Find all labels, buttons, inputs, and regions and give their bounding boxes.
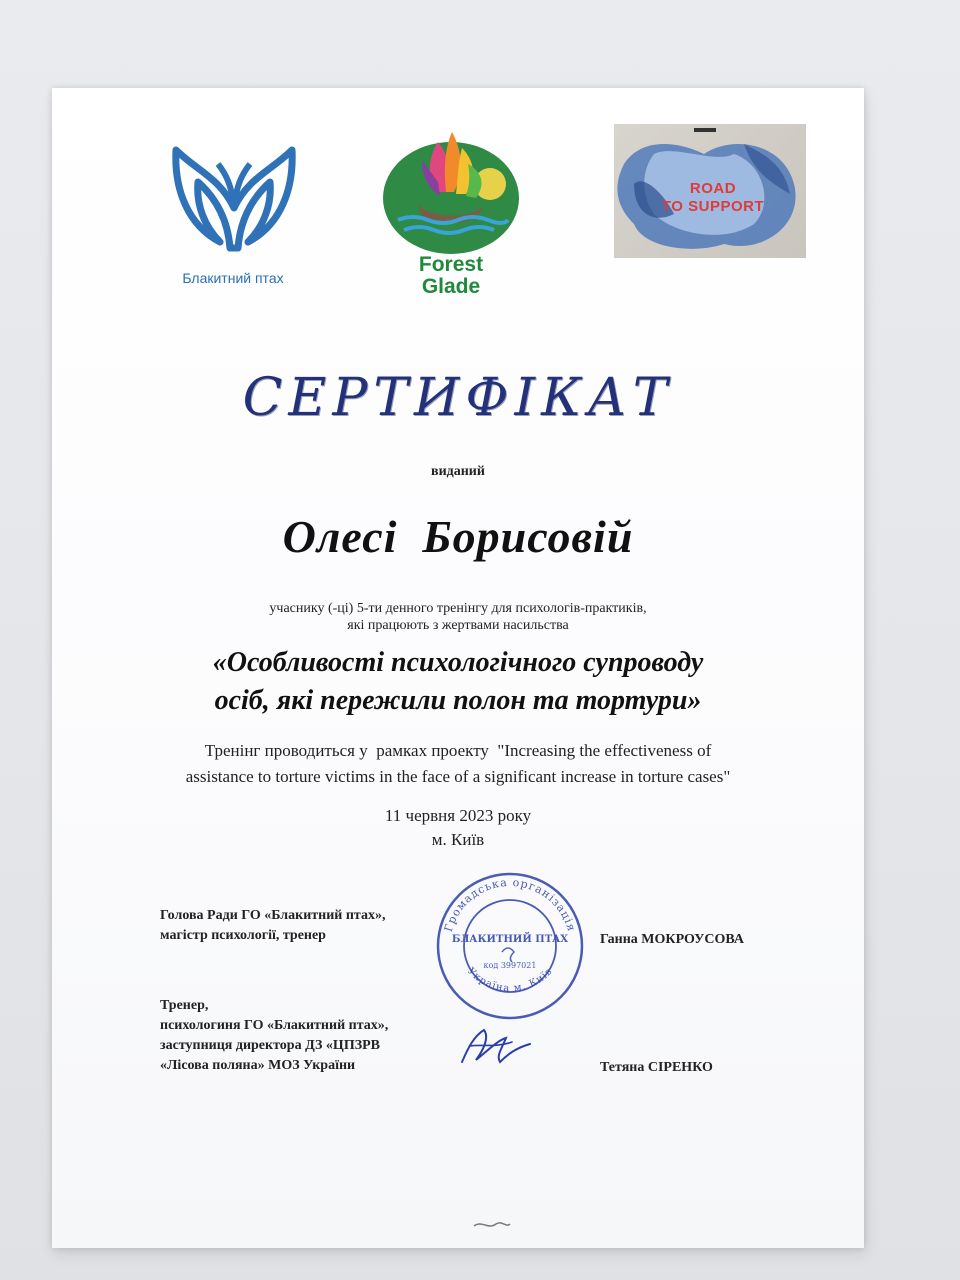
project-line2: assistance to torture victims in the face of a significant increase in torture cases" bbox=[185, 767, 731, 786]
signatory-1-role-line1: Голова Ради ГО «Блакитний птах», bbox=[160, 908, 386, 923]
issued-label: виданий bbox=[431, 464, 485, 479]
road-to-support-text bbox=[648, 180, 778, 216]
signatory-2-role bbox=[160, 996, 388, 1076]
blue-bird-logo-text: Блакитний птах bbox=[182, 270, 284, 286]
participant-description bbox=[52, 600, 864, 634]
signatory-1-role-line2: магістр психології, тренер bbox=[160, 928, 326, 943]
forest-glade-line1: Forest bbox=[418, 253, 484, 276]
stamp-code-text: код 3997021 bbox=[483, 961, 537, 970]
stamp-outer-text: Громадська організація bbox=[441, 875, 579, 934]
signatory-2-role-line3: заступниця директора ДЗ «ЦПЗРВ bbox=[160, 1038, 380, 1053]
road-line1: ROAD bbox=[689, 180, 737, 197]
stamp-bottom-text: Україна м. Київ bbox=[464, 965, 556, 995]
certificate-sheet bbox=[52, 88, 864, 1248]
recipient-name: Олесі Борисовій bbox=[282, 511, 634, 562]
signatory-2-role-line2: психологиня ГО «Блакитний птах», bbox=[160, 1018, 389, 1033]
forest-glade-logo bbox=[378, 122, 524, 302]
road-line2: TO SUPPORT bbox=[661, 198, 765, 215]
blue-bird-logo bbox=[148, 130, 318, 300]
road-to-support-image bbox=[614, 124, 806, 258]
signatory-1-role bbox=[160, 906, 385, 946]
stamp-center-text: БЛАКИТНИЙ ПТАХ bbox=[451, 934, 569, 945]
thread-mark bbox=[472, 1218, 512, 1232]
forest-glade-line2: Glade bbox=[421, 275, 481, 298]
certificate-date: 11 червня 2023 року bbox=[384, 806, 532, 825]
svg-text:Україна м. Київ bbox=[465, 966, 555, 994]
handwritten-signature bbox=[456, 1018, 536, 1074]
forest-glade-logo-text bbox=[378, 254, 524, 298]
topic-line1: «Особливості психологічного супроводу bbox=[212, 647, 704, 678]
training-topic bbox=[52, 644, 864, 720]
description-line2: які працюють з жертвами насильства bbox=[347, 618, 569, 633]
signatory-1-name: Ганна МОКРОУСОВА bbox=[600, 932, 744, 947]
organization-stamp bbox=[432, 868, 588, 1024]
topic-line2: осіб, які пережили полон та тортури» bbox=[214, 685, 702, 716]
blue-bird-icon bbox=[148, 130, 318, 270]
svg-text:Громадська організація bbox=[442, 876, 578, 933]
signatory-2-name: Тетяна СІРЕНКО bbox=[600, 1060, 713, 1075]
project-description bbox=[52, 738, 864, 790]
forest-glade-icon bbox=[378, 122, 524, 254]
signatory-2-role-line1: Тренер, bbox=[160, 998, 209, 1013]
date-block bbox=[52, 804, 864, 852]
project-line1: Тренінг проводиться у рамках проекту "Increasing the effectiveness of bbox=[204, 741, 712, 760]
description-line1: учаснику (-ці) 5-ти денного тренінгу для психологів-практиків, bbox=[269, 601, 647, 616]
certificate-title: СЕРТИФІКАТ bbox=[242, 368, 674, 428]
signatory-2-role-line4: «Лісова поляна» МОЗ України bbox=[160, 1058, 356, 1073]
certificate-city: м. Київ bbox=[431, 830, 485, 849]
